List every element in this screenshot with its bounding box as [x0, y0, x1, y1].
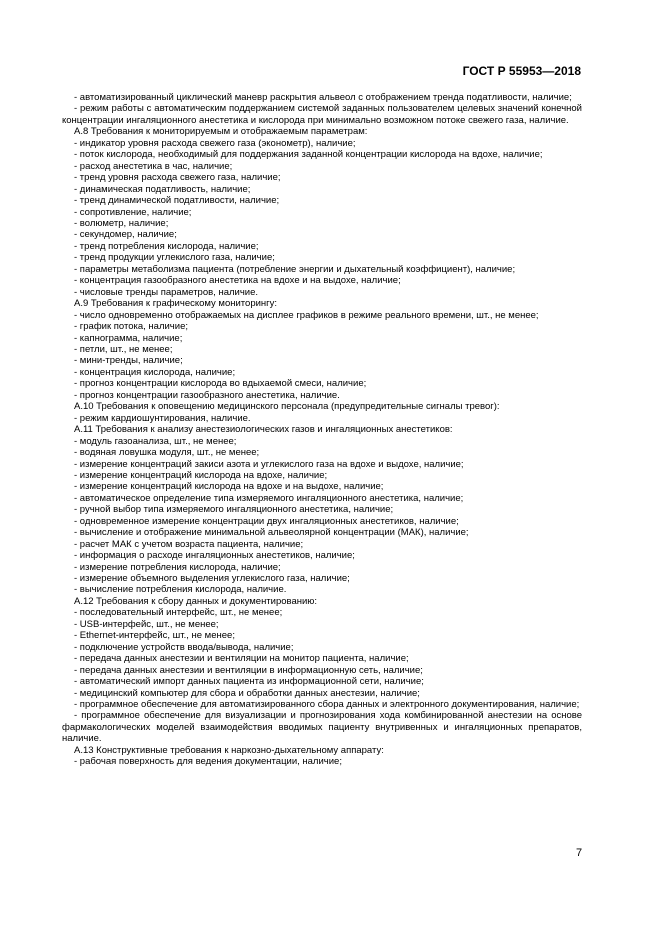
paragraph: А.10 Требования к оповещению медицинского персонала (предупредительные сигналы тревог):	[74, 401, 500, 413]
paragraph: - вычисление и отображение минимальной альвеолярной концентрации (МАК), наличие;	[74, 527, 469, 539]
paragraph: - последовательный интерфейс, шт., не менее;	[74, 607, 283, 619]
paragraph: А.13 Конструктивные требования к наркозно-дыхательному аппарату:	[74, 744, 384, 756]
paragraph: - секундомер, наличие;	[74, 229, 177, 241]
paragraph: - концентрация кислорода, наличие;	[74, 366, 236, 378]
paragraph: - измерение концентраций кислорода на вдохе, наличие;	[74, 469, 328, 481]
paragraph: - поток кислорода, необходимый для поддержания заданной концентрации кислорода на вдохе, наличие;	[74, 149, 543, 161]
paragraph: А.9 Требования к графическому мониторингу:	[74, 298, 278, 310]
paragraph: - одновременное измерение концентрации двух ингаляционных анестетиков, наличие;	[74, 515, 459, 527]
paragraph: - подключение устройств ввода/вывода, наличие;	[74, 641, 294, 653]
paragraph: - мини-тренды, наличие;	[74, 355, 183, 367]
paragraph: - прогноз концентрации газообразного анестетика, наличие.	[74, 389, 340, 401]
paragraph: - вычисление потребления кислорода, наличие.	[74, 584, 287, 596]
paragraph: - тренд динамической податливости, наличие;	[74, 195, 280, 207]
paragraph: - петли, шт., не менее;	[74, 343, 173, 355]
paragraph: - измерение концентраций кислорода на вдохе и на выдохе, наличие;	[74, 481, 384, 493]
paragraph: - передача данных анестезии и вентиляции в информационную сеть, наличие;	[74, 664, 423, 676]
paragraph: - динамическая податливость, наличие;	[74, 183, 251, 195]
paragraph: А.12 Требования к сбору данных и документированию:	[74, 595, 318, 607]
paragraph: - медицинский компьютер для сбора и обработки данных анестезии, наличие;	[74, 687, 420, 699]
paragraph: - Ethernet-интерфейс, шт., не менее;	[74, 630, 235, 642]
paragraph: - режим кардиошунтирования, наличие.	[74, 412, 251, 424]
paragraph: - волюметр, наличие;	[74, 217, 169, 229]
paragraph: - тренд потребления кислорода, наличие;	[74, 240, 259, 252]
paragraph: - тренд продукции углекислого газа, наличие;	[74, 252, 275, 264]
paragraph: - прогноз концентрации кислорода во вдыхаемой смеси, наличие;	[74, 378, 367, 390]
paragraph: - расход анестетика в час, наличие;	[74, 160, 233, 172]
paragraph: - автоматический импорт данных пациента из информационной сети, наличие;	[74, 676, 424, 688]
paragraph: - измерение объемного выделения углекислого газа, наличие;	[74, 573, 350, 585]
paragraph: - ручной выбор типа измеряемого ингаляционного анестетика, наличие;	[74, 504, 394, 516]
paragraph: - индикатор уровня расхода свежего газа (эконометр), наличие;	[74, 137, 356, 149]
paragraph: - модуль газоанализа, шт., не менее;	[74, 435, 237, 447]
paragraph: - измерение концентраций закиси азота и углекислого газа на вдохе и выдохе, наличие;	[74, 458, 464, 470]
paragraph: - параметры метаболизма пациента (потребление энергии и дыхательный коэффициент), наличие;	[74, 263, 516, 275]
paragraph: - концентрация газообразного анестетика на вдохе и на выдохе, наличие;	[74, 275, 401, 287]
paragraph: - водяная ловушка модуля, шт., не менее;	[74, 447, 260, 459]
paragraph: - программное обеспечение для автоматизированного сбора данных и электронного документирования, наличие;	[74, 699, 580, 711]
paragraph: А.11 Требования к анализу анестезиологических газов и ингаляционных анестетиков:	[74, 424, 453, 436]
paragraph: - передача данных анестезии и вентиляции на монитор пациента, наличие;	[74, 653, 409, 665]
paragraph: - USB-интерфейс, шт., не менее;	[74, 618, 219, 630]
page-number: 7	[576, 847, 583, 859]
paragraph: - рабочая поверхность для ведения документации, наличие;	[74, 756, 342, 768]
paragraph: - сопротивление, наличие;	[74, 206, 192, 218]
document-body	[62, 92, 582, 768]
paragraph: - автоматизированный циклический маневр раскрытия альвеол с отображением тренда податливости, наличие;	[74, 92, 572, 103]
paragraph: - информация о расходе ингаляционных анестетиков, наличие;	[74, 550, 355, 562]
paragraph: - график потока, наличие;	[74, 321, 188, 333]
paragraph: А.8 Требования к мониторируемым и отображаемым параметрам:	[74, 126, 368, 138]
paragraph: - расчет МАК с учетом возраста пациента, наличие;	[74, 538, 304, 550]
standard-code: ГОСТ Р 55953—2018	[462, 64, 581, 78]
paragraph: - программное обеспечение для визуализации и прогнозирования хода комбинированной анестезии на основе фармакологических моделей взаимодействия вводимых пациенту внутривенных и ингаляционных препаратов, наличие.	[62, 710, 582, 745]
paragraph: - измерение потребления кислорода, наличие;	[74, 561, 281, 573]
paragraph: - число одновременно отображаемых на дисплее графиков в режиме реального времени, шт., не менее;	[74, 309, 539, 321]
paragraph: - тренд уровня расхода свежего газа, наличие;	[74, 172, 281, 184]
paragraph: - числовые тренды параметров, наличие.	[74, 286, 259, 298]
paragraph: - режим работы с автоматическим поддержанием системой заданных пользователем целевых значений конечной концентрации ингаляционного анестетика и кислорода при минимально возможном потоке свежего газа, наличие.	[62, 103, 582, 126]
paragraph: - автоматическое определение типа измеряемого ингаляционного анестетика, наличие;	[74, 492, 464, 504]
paragraph: - капнограмма, наличие;	[74, 332, 183, 344]
